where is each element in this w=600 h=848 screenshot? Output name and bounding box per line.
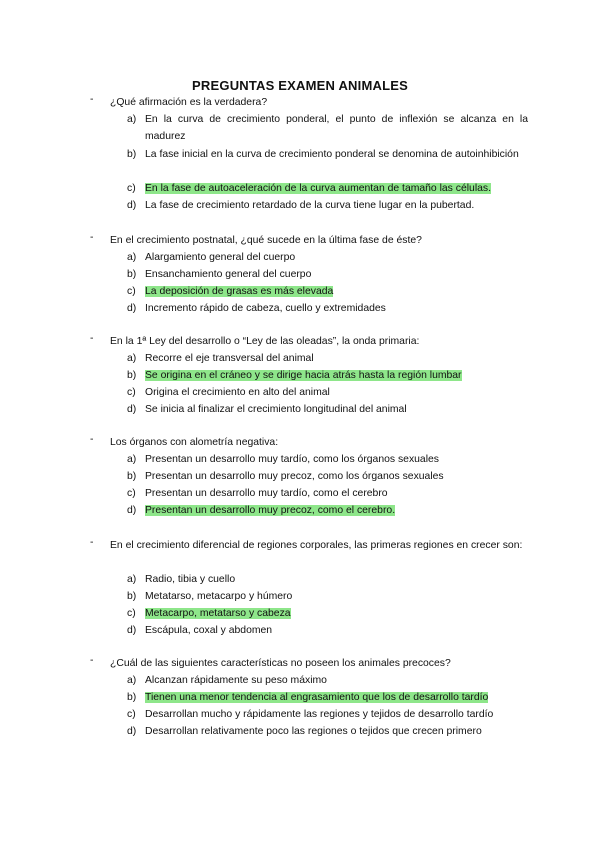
question-text: En la 1ª Ley del desarrollo o “Ley de las oleadas”, la onda primaria:	[110, 336, 420, 347]
option-text	[145, 502, 528, 519]
option-letter: b)	[127, 370, 137, 381]
page-title: PREGUNTAS EXAMEN ANIMALES	[192, 78, 408, 93]
option-letter: b)	[127, 269, 137, 280]
option-text	[145, 180, 528, 197]
option-letter: a)	[127, 353, 137, 364]
correct-answer-highlight: Metacarpo, metatarso y cabeza	[145, 608, 291, 619]
option-text: Origina el crecimiento en alto del animal	[145, 387, 330, 398]
option-letter: b)	[127, 692, 137, 703]
option-letter: b)	[127, 149, 137, 160]
option-letter: d)	[127, 200, 137, 211]
option-text: Radio, tibia y cuello	[145, 574, 236, 585]
question-bullet: -	[90, 94, 94, 105]
option-letter: b)	[127, 591, 137, 602]
correct-answer-highlight: En la fase de autoaceleración de la curva aumentan de tamaño las células.	[145, 183, 491, 194]
question-bullet: -	[90, 434, 94, 445]
option-letter: c)	[127, 608, 136, 619]
question-text: Los órganos con alometría negativa:	[110, 437, 279, 448]
correct-answer-highlight: Tienen una menor tendencia al engrasamiento que los de desarrollo tardío	[145, 692, 489, 703]
correct-answer-highlight: Presentan un desarrollo muy precoz, como el cerebro.	[145, 505, 396, 516]
question-bullet: -	[90, 537, 94, 548]
option-letter: d)	[127, 404, 137, 415]
option-text	[145, 283, 528, 300]
option-text: Presentan un desarrollo muy tardío, como los órganos sexuales	[145, 454, 439, 465]
question-text: En el crecimiento diferencial de regiones corporales, las primeras regiones en crecer son:	[110, 540, 523, 551]
option-letter: c)	[127, 488, 136, 499]
option-text: Ensanchamiento general del cuerpo	[145, 269, 312, 280]
question-text: ¿Cuál de las siguientes características no poseen los animales precoces?	[110, 658, 451, 669]
correct-answer-highlight: La deposición de grasas es más elevada	[145, 286, 334, 297]
option-text: En la curva de crecimiento ponderal, el punto de inflexión se alcanza en la madurez	[145, 114, 528, 142]
option-text: Alargamiento general del cuerpo	[145, 252, 296, 263]
option-text: Desarrollan relativamente poco las regiones o tejidos que crecen primero	[145, 726, 482, 737]
option-text	[145, 605, 528, 622]
option-letter: c)	[127, 286, 136, 297]
option-text: Alcanzan rápidamente su peso máximo	[145, 675, 327, 686]
question-bullet: -	[90, 232, 94, 243]
option-letter: d)	[127, 726, 137, 737]
option-letter: b)	[127, 471, 137, 482]
option-letter: a)	[127, 252, 137, 263]
option-text: Metatarso, metacarpo y húmero	[145, 591, 293, 602]
option-letter: a)	[127, 675, 137, 686]
option-letter: a)	[127, 114, 137, 125]
option-text: La fase inicial en la curva de crecimiento ponderal se denomina de autoinhibición	[145, 149, 519, 160]
option-letter: c)	[127, 387, 136, 398]
option-letter: d)	[127, 303, 137, 314]
option-letter: c)	[127, 709, 136, 720]
option-text: Recorre el eje transversal del animal	[145, 353, 314, 364]
option-letter: d)	[127, 505, 137, 516]
option-text: Se inicia al finalizar el crecimiento longitudinal del animal	[145, 404, 407, 415]
option-letter: c)	[127, 183, 136, 194]
option-letter: a)	[127, 574, 137, 585]
option-text: Desarrollan mucho y rápidamente las regiones y tejidos de desarrollo tardío	[145, 709, 494, 720]
option-text: Presentan un desarrollo muy tardío, como el cerebro	[145, 488, 388, 499]
option-text	[145, 367, 528, 384]
correct-answer-highlight: Se origina en el cráneo y se dirige hacia atrás hasta la región lumbar	[145, 370, 462, 381]
option-text: Presentan un desarrollo muy precoz, como los órganos sexuales	[145, 471, 444, 482]
question-text: En el crecimiento postnatal, ¿qué sucede en la última fase de éste?	[110, 235, 422, 246]
option-text: Incremento rápido de cabeza, cuello y extremidades	[145, 303, 386, 314]
option-text: Escápula, coxal y abdomen	[145, 625, 273, 636]
option-letter: a)	[127, 454, 137, 465]
option-text: La fase de crecimiento retardado de la curva tiene lugar en la pubertad.	[145, 200, 475, 211]
question-bullet: -	[90, 655, 94, 666]
option-text	[145, 689, 528, 706]
question-text: ¿Qué afirmación es la verdadera?	[110, 97, 268, 108]
question-bullet: -	[90, 333, 94, 344]
option-letter: d)	[127, 625, 137, 636]
